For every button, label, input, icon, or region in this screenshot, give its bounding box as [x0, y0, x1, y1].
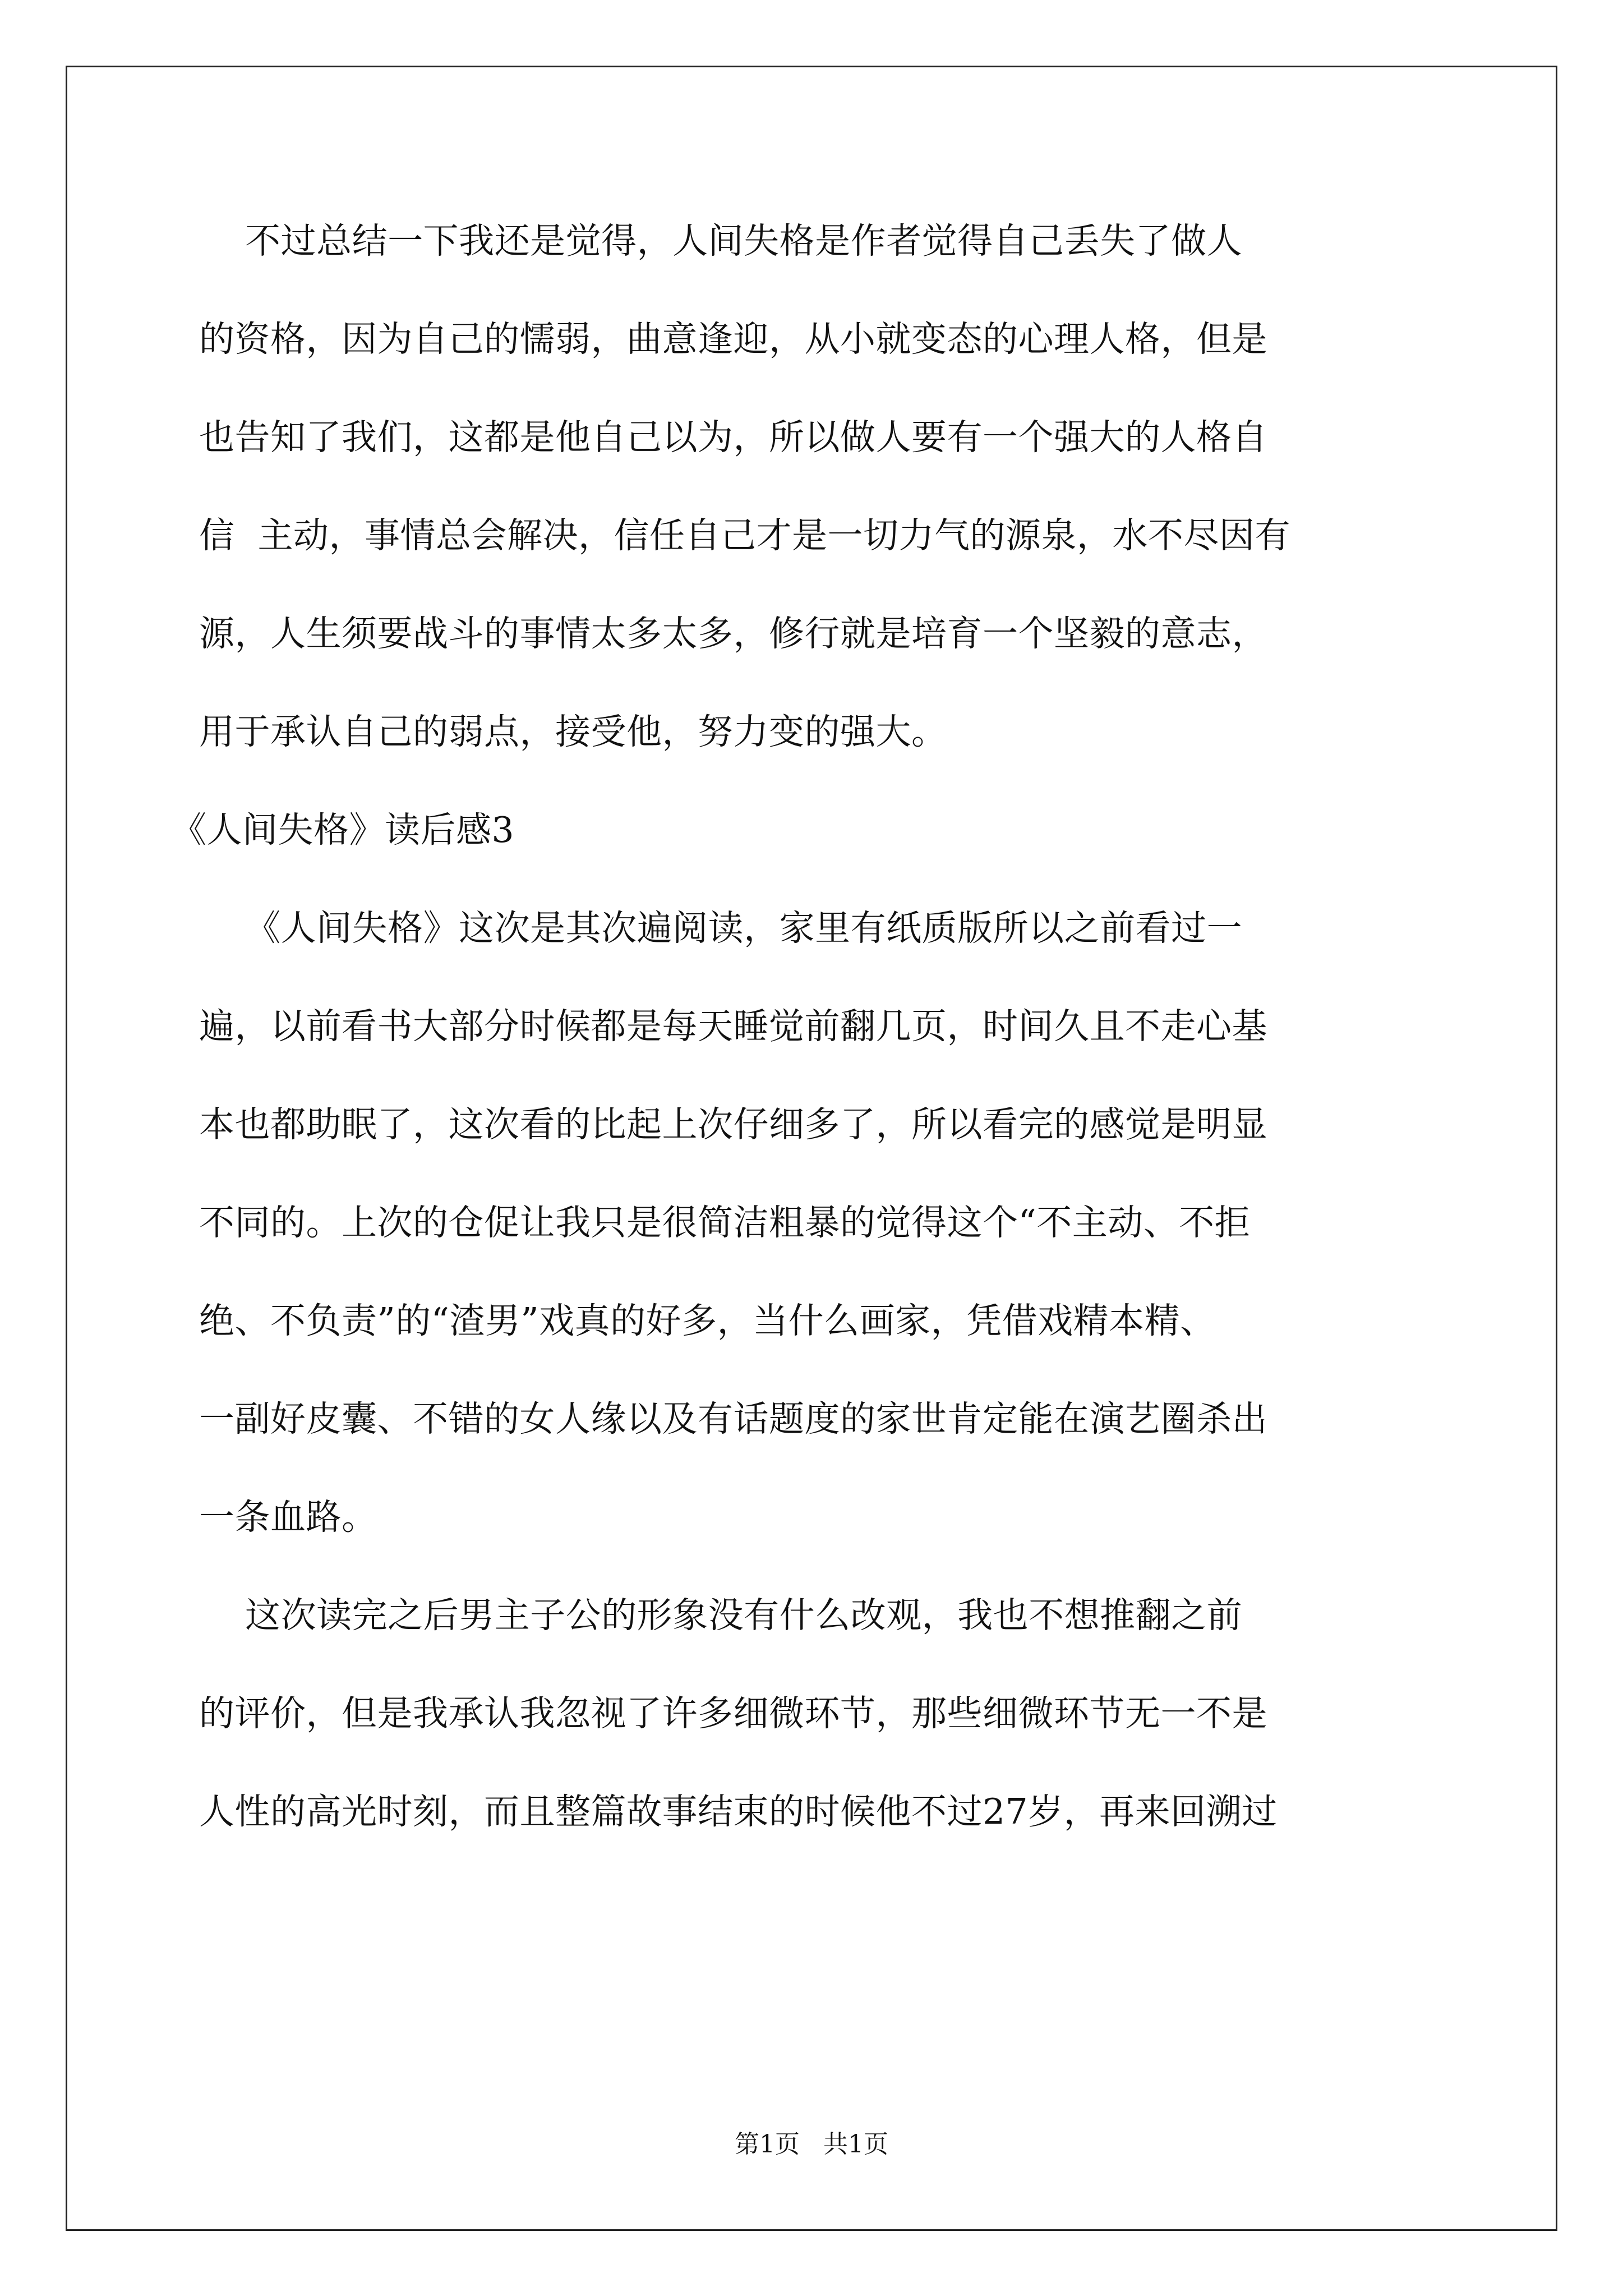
page-border	[66, 66, 1557, 2231]
page-footer: 第1页 共1页	[735, 2130, 888, 2159]
paragraph-2-line-2: 遍，以前看书大部分时候都是每天睡觉前翻几页，时间久且不走心基	[199, 1006, 1267, 1047]
paragraph-2-line-6: 一副好皮囊、不错的女人缘以及有话题度的家世肯定能在演艺圈杀出	[199, 1398, 1267, 1439]
paragraph-1-line-1: 不过总结一下我还是觉得，人间失格是作者觉得自己丢失了做人	[199, 220, 1243, 261]
section-heading: 《人间失格》读后感3	[171, 809, 515, 850]
paragraph-2-line-1: 《人间失格》这次是其次遍阅读，家里有纸质版所以之前看过一	[199, 908, 1243, 949]
paragraph-2-line-7: 一条血路。	[199, 1497, 377, 1538]
paragraph-2-line-3: 本也都助眠了，这次看的比起上次仔细多了，所以看完的感觉是明显	[199, 1104, 1267, 1145]
paragraph-1-line-6: 用于承认自己的弱点，接受他，努力变的强大。	[199, 711, 947, 752]
paragraph-1-line-4: 信 主动，事情总会解决，信任自己才是一切力气的源泉，水不尽因有	[199, 515, 1291, 556]
paragraph-3-line-1: 这次读完之后男主子公的形象没有什么改观，我也不想推翻之前	[199, 1595, 1243, 1636]
paragraph-1-line-3: 也告知了我们，这都是他自己以为，所以做人要有一个强大的人格自	[199, 417, 1267, 458]
paragraph-2-line-4: 不同的。上次的仓促让我只是很简洁粗暴的觉得这个“不主动、不拒	[199, 1202, 1251, 1243]
paragraph-2-line-5: 绝、不负责”的“渣男”戏真的好多，当什么画家，凭借戏精本精、	[199, 1300, 1216, 1341]
paragraph-1-line-5: 源，人生须要战斗的事情太多太多，修行就是培育一个坚毅的意志，	[199, 613, 1267, 654]
paragraph-3-line-2: 的评价，但是我承认我忽视了许多细微环节，那些细微环节无一不是	[199, 1693, 1267, 1734]
paragraph-1-line-2: 的资格，因为自己的懦弱，曲意逢迎，从小就变态的心理人格，但是	[199, 319, 1267, 360]
paragraph-3-line-3: 人性的高光时刻，而且整篇故事结束的时候他不过27岁，再来回溯过	[199, 1791, 1278, 1832]
